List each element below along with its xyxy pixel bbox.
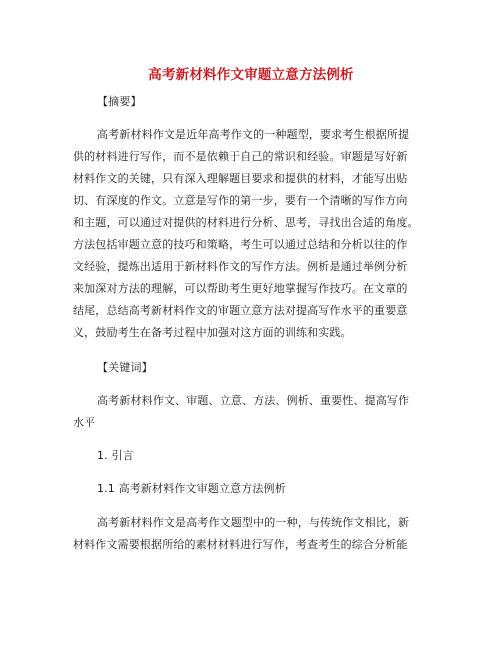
- abstract-line: 方法包括审题立意的技巧和策略，考生可以通过总结和分析以往的作: [73, 238, 408, 251]
- abstract-line: 供的材料进行写作，而不是依赖于自己的常识和经验。审题是写好新: [73, 150, 408, 163]
- body-line: 材料作文需要根据所给的素材材料进行写作，考查考生的综合分析能: [73, 538, 408, 551]
- section-heading: 1. 引言: [97, 449, 134, 462]
- abstract-line: 义，鼓励考生在备考过程中加强对这方面的训练和实践。: [73, 326, 352, 339]
- document-title: 高考新材料作文审题立意方法例析: [148, 67, 354, 83]
- abstract-line: 结尾，总结高考新材料作文的审题立意方法对提高写作水平的重要意: [73, 304, 408, 317]
- subsection-heading: 1.1 高考新材料作文审题立意方法例析: [97, 482, 286, 495]
- keywords-line: 水平: [73, 416, 96, 429]
- abstract-line: 高考新材料作文是近年高考作文的一种题型，要求考生根据所提: [97, 128, 410, 141]
- abstract-line: 来加深对方法的理解，可以帮助考生更好地掌握写作技巧。在文章的: [73, 282, 408, 295]
- body-line: 高考新材料作文是高考作文题型中的一种，与传统作文相比，新: [97, 516, 410, 529]
- abstract-line: 和主题，可以通过对提供的材料进行分析、思考，寻找出合适的角度。: [73, 216, 419, 229]
- keywords-line: 高考新材料作文、审题、立意、方法、例析、重要性、提高写作: [97, 394, 410, 407]
- keywords-heading: 【关键词】: [97, 361, 153, 374]
- abstract-line: 材料作文的关键，只有深入理解题目要求和提供的材料，才能写出贴: [73, 172, 408, 185]
- abstract-heading: 【摘要】: [97, 95, 142, 108]
- abstract-line: 文经验，提炼出适用于新材料作文的写作方法。例析是通过举例分析: [73, 260, 408, 273]
- abstract-line: 切、有深度的作文。立意是写作的第一步，要有一个清晰的写作方向: [73, 194, 408, 207]
